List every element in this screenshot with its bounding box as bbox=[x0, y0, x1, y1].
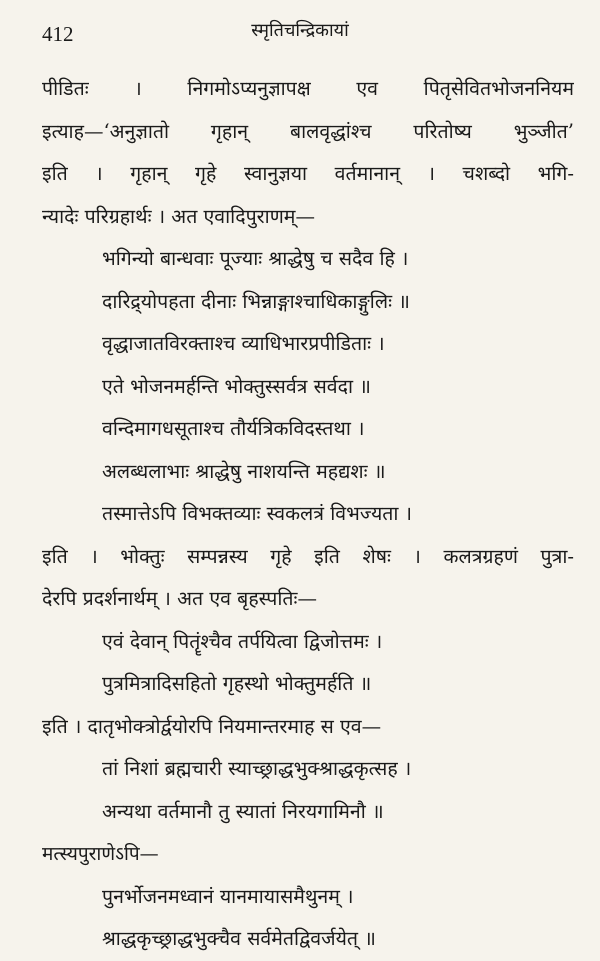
verse-line: अन्यथा वर्तमानौ तु स्यातां निरयगामिनौ ॥ bbox=[102, 799, 384, 823]
page-body bbox=[42, 68, 574, 961]
text-line: इत्याह—‘अनुज्ञातो गृहान् बालवृद्धांश्च परितोष्य भुञ्जीत’ bbox=[42, 119, 574, 143]
verse-line: पुनर्भोजनमध्वानं यानमायासमैथुनम् । bbox=[102, 884, 354, 908]
section-heading: मत्स्यपुराणेऽपि— bbox=[42, 843, 159, 865]
verse-line: दारिद्र्योपहता दीनाः भिन्नाङ्गाश्चाधिकाङ्गुलिः ॥ bbox=[102, 289, 410, 313]
verse-line: एवं देवान् पितॄंश्चैव तर्पयित्वा द्विजोत्तमः । bbox=[102, 629, 383, 653]
verse-line: वृद्धाजातविरक्ताश्च व्याधिभारप्रपीडिताः । bbox=[102, 332, 385, 355]
verse-line: श्राद्धकृच्छ्राद्धभुक्चैव सर्वमेतद्विवर्जयेत् ॥ bbox=[102, 927, 376, 950]
verse-line: पुत्रमित्रादिसहितो गृहस्थो भोक्तुमर्हति ॥ bbox=[102, 672, 372, 695]
verse-line: अलब्धलाभाः श्राद्धेषु नाशयन्ति महद्यशः ॥ bbox=[102, 459, 386, 483]
verse-line: तां निशां ब्रह्मचारी स्याच्छ्राद्धभुक्श्राद्धकृत्सह । bbox=[102, 757, 412, 780]
verse-line: भगिन्यो बान्धवाः पूज्याः श्राद्धेषु च सदैव हि । bbox=[102, 247, 409, 270]
text-line: इति । गृहान् गृहे स्वानुज्ञया वर्तमानान् । चशब्दो भगि- bbox=[42, 162, 574, 185]
text-line: इति । दातृभोक्त्रोर्द्वयोरपि नियमान्तरमाह स एव— bbox=[42, 714, 382, 738]
text-line: इति । भोक्तुः सम्पन्नस्य गृहे इति शेषः । कलत्रग्रहणं पुत्रा- bbox=[42, 544, 574, 568]
text-line: देरपि प्रदर्शनार्थम् । अत एव बृहस्पतिः— bbox=[42, 587, 317, 610]
page-number: 412 bbox=[42, 22, 74, 46]
text-line: पीडितः । निगमोऽप्यनुज्ञापक्ष एव पितृसेवितभोजननियम bbox=[42, 77, 574, 100]
verse-line: एते भोजनमर्हन्ति भोक्तुस्सर्वत्र सर्वदा ॥ bbox=[102, 374, 371, 398]
page-header bbox=[42, 18, 558, 52]
verse-line: वन्दिमागधसूताश्च तौर्यत्रिकविदस्तथा । bbox=[102, 417, 365, 440]
verse-line: तस्मात्तेऽपि विभक्तव्याः स्वकलत्रं विभज्यता । bbox=[102, 502, 413, 525]
running-title: स्मृतिचन्द्रिकायां bbox=[251, 20, 349, 41]
text-line: न्यादेः परिग्रहार्थः । अत एवादिपुराणम्— bbox=[42, 204, 315, 228]
